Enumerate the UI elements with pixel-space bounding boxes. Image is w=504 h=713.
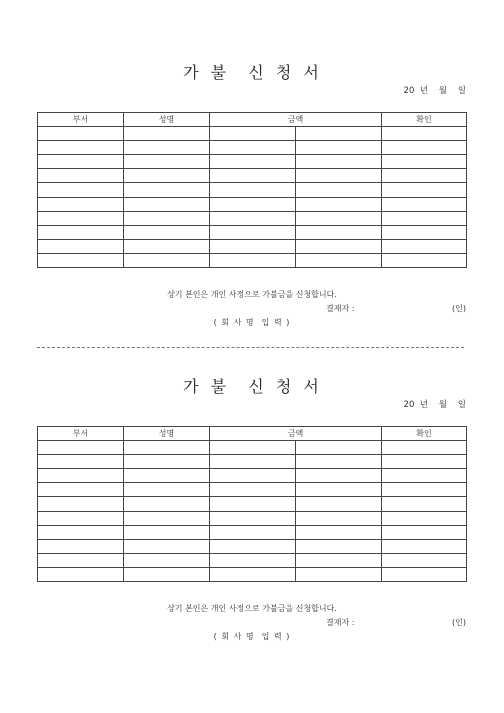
table-cell [210,553,296,567]
table-cell [124,567,210,581]
table-cell [124,469,210,483]
table-cell [124,539,210,553]
table-row [38,455,467,469]
table-cell [210,155,296,169]
table-cell [296,141,382,155]
table-cell [210,239,296,253]
table-body [38,441,467,582]
table-cell [296,239,382,253]
table-cell [38,239,124,253]
table-cell [38,197,124,211]
table-row [38,197,467,211]
table-cell [296,455,382,469]
table-row [38,525,467,539]
table-cell [124,483,210,497]
table-cell [382,225,467,239]
table-cell [38,211,124,225]
seal-mark: (인) [452,304,466,313]
form-title: 가 불 신 청 서 [183,63,321,82]
table-cell [382,239,467,253]
table-cell [382,567,467,581]
table-cell [210,469,296,483]
table-cell [38,183,124,197]
table-row [38,539,467,553]
table-cell [296,553,382,567]
table-cell [124,239,210,253]
table-row [38,211,467,225]
date-line: 20 년 월 일 [403,86,466,96]
table-cell [210,183,296,197]
table-cell [210,253,296,267]
table-row [38,497,467,511]
table-cell [296,511,382,525]
table-cell [296,183,382,197]
header-confirm: 확인 [382,113,467,127]
payer-label: 결재자 : [326,618,355,627]
table-cell [382,253,467,267]
header-department: 부서 [38,113,124,127]
payer-label: 결재자 : [326,304,355,313]
table-cell [38,455,124,469]
table-cell [210,455,296,469]
table-cell [124,253,210,267]
header-department: 부서 [38,427,124,441]
table-cell [210,497,296,511]
table-row [38,553,467,567]
request-table [37,426,467,582]
date-line: 20 년 월 일 [403,400,466,410]
header-name: 성명 [124,113,210,127]
table-cell [296,197,382,211]
table-cell [38,567,124,581]
table-cell [382,183,467,197]
table-row [38,183,467,197]
table-cell [38,497,124,511]
header-amount: 금액 [210,113,382,127]
table-cell [124,211,210,225]
table-cell [124,183,210,197]
request-table [37,112,467,268]
table-row [38,239,467,253]
table-cell [296,127,382,141]
table-row [38,169,467,183]
table-cell [210,483,296,497]
table-cell [124,155,210,169]
table-cell [382,155,467,169]
table-cell [296,253,382,267]
table-cell [124,525,210,539]
table-cell [382,127,467,141]
table-cell [382,169,467,183]
header-confirm: 확인 [382,427,467,441]
table-cell [210,197,296,211]
table-cell [38,553,124,567]
table-cell [210,169,296,183]
table-cell [124,127,210,141]
table-cell [296,497,382,511]
table-cell [296,525,382,539]
table-cell [38,169,124,183]
table-cell [124,197,210,211]
table-cell [296,225,382,239]
table-row [38,155,467,169]
table-cell [124,511,210,525]
table-cell [124,497,210,511]
table-cell [382,525,467,539]
table-cell [382,197,467,211]
table-row [38,253,467,267]
table-row [38,511,467,525]
table-cell [38,141,124,155]
table-cell [210,225,296,239]
table-cell [124,441,210,455]
table-cell [124,141,210,155]
table-cell [296,469,382,483]
table-cell [38,253,124,267]
table-cell [210,511,296,525]
table-cell [38,511,124,525]
table-cell [382,539,467,553]
table-row [38,441,467,455]
table-body [38,127,467,268]
table-cell [382,441,467,455]
table-cell [38,483,124,497]
table-cell [38,225,124,239]
table-cell [210,539,296,553]
statement-text: 상기 본인은 개인 사정으로 가불금을 신청합니다. [167,604,337,613]
company-name: ( 회 사 명 입 력 ) [213,318,291,327]
table-cell [382,141,467,155]
table-cell [296,211,382,225]
table-row [38,141,467,155]
table-header-row [38,427,467,441]
table-row [38,567,467,581]
table-cell [382,469,467,483]
table-cell [124,455,210,469]
form-title: 가 불 신 청 서 [183,377,321,396]
table-cell [296,483,382,497]
table-cell [382,511,467,525]
header-amount: 금액 [210,427,382,441]
table-cell [210,127,296,141]
seal-mark: (인) [452,618,466,627]
table-cell [124,225,210,239]
table-cell [124,553,210,567]
statement-text: 상기 본인은 개인 사정으로 가불금을 신청합니다. [167,290,337,299]
table-cell [382,211,467,225]
table-cell [38,441,124,455]
table-cell [210,567,296,581]
header-name: 성명 [124,427,210,441]
table-cell [38,525,124,539]
table-cell [382,553,467,567]
table-cell [296,441,382,455]
company-name: ( 회 사 명 입 력 ) [213,632,291,641]
table-cell [38,155,124,169]
table-cell [210,525,296,539]
table-cell [38,127,124,141]
table-cell [296,539,382,553]
table-cell [210,441,296,455]
table-cell [296,567,382,581]
table-cell [210,211,296,225]
table-cell [296,169,382,183]
table-row [38,483,467,497]
table-cell [210,141,296,155]
table-row [38,127,467,141]
table-header-row [38,113,467,127]
table-cell [296,155,382,169]
table-row [38,225,467,239]
table-cell [124,169,210,183]
table-row [38,469,467,483]
table-cell [382,497,467,511]
table-cell [382,455,467,469]
cut-line [37,347,464,348]
table-cell [38,539,124,553]
table-cell [38,469,124,483]
table-cell [382,483,467,497]
